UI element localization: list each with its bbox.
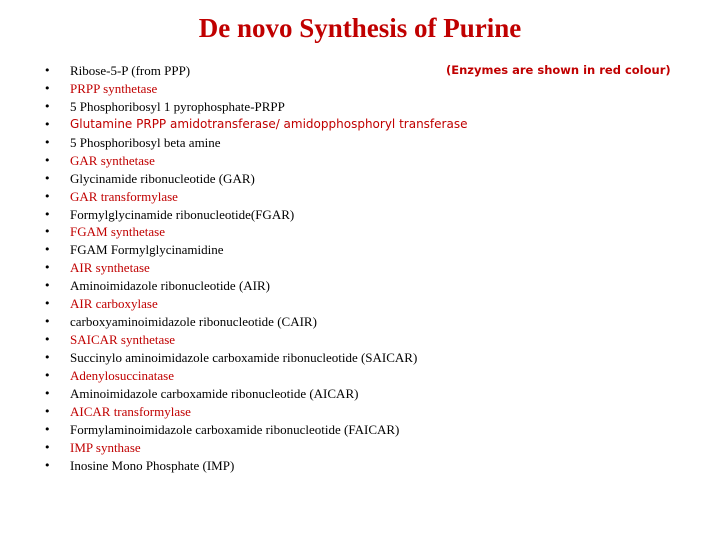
bullet-icon: •: [44, 386, 51, 400]
enzyme-label: AICAR transformylase: [70, 403, 191, 419]
bullet-icon: •: [44, 225, 51, 239]
bullet-icon: •: [44, 297, 51, 311]
enzyme-label: GAR transformylase: [70, 188, 178, 204]
enzyme-color-note: (Enzymes are shown in red colour): [446, 63, 671, 77]
bullet-icon: •: [44, 117, 51, 131]
substrate-label: Glycinamide ribonucleotide (GAR): [70, 170, 255, 186]
substrate-label: carboxyaminoimidazole ribonucleotide (CAIR): [70, 314, 317, 330]
slide-title: De novo Synthesis of Purine: [198, 13, 522, 43]
bullet-icon: •: [44, 135, 51, 149]
substrate-label: Succinylo aminoimidazole carboxamide ribonucleotide (SAICAR): [70, 350, 418, 365]
bullet-icon: •: [44, 81, 51, 95]
enzyme-label: GAR synthetase: [70, 152, 155, 168]
bullet-icon: •: [44, 333, 51, 347]
bullet-icon: •: [44, 279, 51, 293]
substrate-label: FGAM Formylglycinamidine: [70, 242, 224, 258]
bullet-icon: •: [44, 99, 51, 113]
substrate-label: Ribose-5-P (from PPP): [70, 63, 191, 78]
bullet-icon: •: [44, 458, 51, 472]
enzyme-label: FGAM synthetase: [70, 224, 165, 240]
bullet-icon: •: [44, 368, 51, 382]
enzyme-label: IMP synthase: [70, 439, 141, 455]
bullet-icon: •: [44, 422, 51, 436]
substrate-label: Aminoimidazole carboxamide ribonucleotide (AICAR): [70, 385, 359, 401]
enzyme-label: AIR synthetase: [70, 260, 150, 276]
enzyme-label: SAICAR synthetase: [70, 332, 176, 348]
substrate-label: Formylaminoimidazole carboxamide ribonucleotide (FAICAR): [70, 421, 400, 437]
bullet-icon: •: [44, 171, 51, 185]
bullet-icon: •: [44, 64, 51, 77]
bullet-icon: •: [44, 351, 51, 364]
enzyme-label: PRPP synthetase: [70, 80, 158, 96]
bullet-icon: •: [44, 440, 51, 454]
bullet-icon: •: [44, 189, 51, 203]
enzyme-label: AIR carboxylase: [70, 296, 158, 312]
bullet-icon: •: [44, 243, 51, 257]
enzyme-label: Adenylosuccinatase: [70, 367, 174, 383]
bullet-icon: •: [44, 315, 51, 329]
substrate-label: 5 Phosphoribosyl beta amine: [70, 134, 221, 150]
bullet-icon: •: [44, 207, 51, 221]
substrate-label: Aminoimidazole ribonucleotide (AIR): [70, 278, 271, 294]
substrate-label: Formylglycinamide ribonucleotide(FGAR): [70, 206, 295, 222]
substrate-label: Inosine Mono Phosphate (IMP): [70, 457, 235, 473]
enzyme-label: Glutamine PRPP amidotransferase/ amidopphosphoryl transferase: [70, 116, 468, 131]
bullet-icon: •: [44, 153, 51, 167]
substrate-label: 5 Phosphoribosyl 1 pyrophosphate-PRPP: [70, 98, 285, 114]
bullet-icon: •: [44, 261, 51, 275]
bullet-icon: •: [44, 404, 51, 418]
